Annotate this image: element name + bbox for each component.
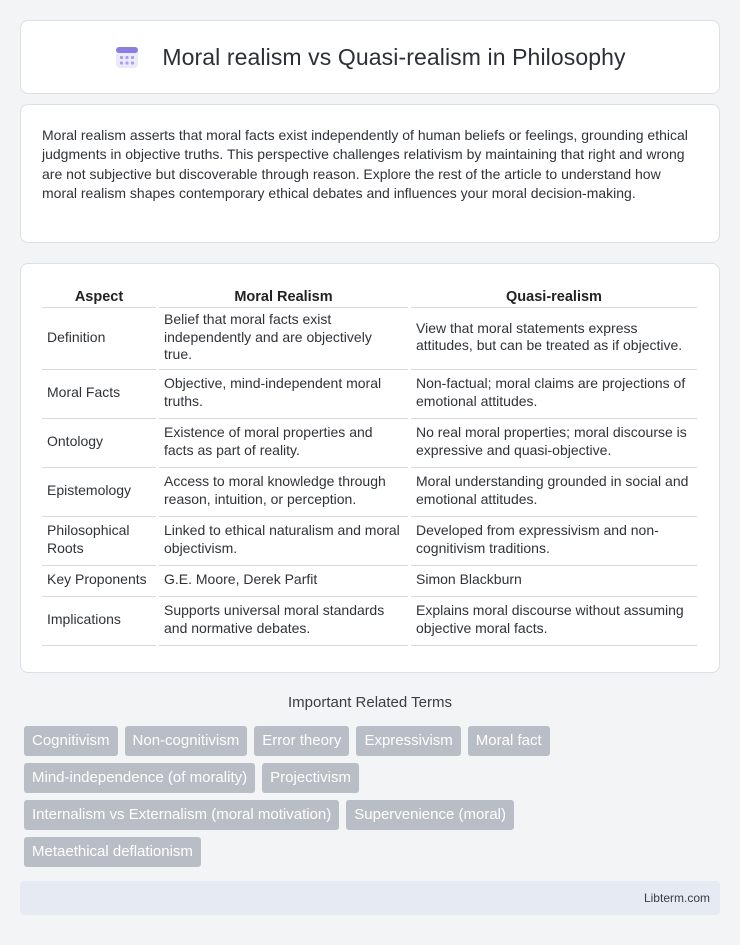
tag-expressivism[interactable]: Expressivism: [356, 726, 460, 756]
table-cell: Explains moral discourse without assuming objective moral facts.: [411, 597, 697, 646]
tag-error-theory[interactable]: Error theory: [254, 726, 349, 756]
comparison-table-card: [20, 263, 720, 673]
table-cell: Ontology: [42, 419, 156, 468]
related-terms-title: Important Related Terms: [288, 694, 452, 711]
table-cell: Developed from expressivism and non-cognitivism traditions.: [411, 517, 697, 566]
page-title: Moral realism vs Quasi-realism in Philosophy: [162, 43, 626, 70]
table-cell: Moral understanding grounded in social and emotional attitudes.: [411, 468, 697, 517]
table-cell: Existence of moral properties and facts as part of reality.: [159, 419, 408, 468]
table-row: [42, 597, 697, 646]
tag-row: [24, 763, 724, 793]
table-row: [42, 468, 697, 517]
intro-text: Moral realism asserts that moral facts exist independently of human beliefs or feelings, grounding ethical judgments in objective truths. This perspective challenges relativism by maintaining that right and wrong are not subjective but discoverable through reason. Explore the rest of the article to understand how moral realism shapes contemporary ethical debates and influences your moral decision-making.: [42, 127, 688, 202]
table-cell: Objective, mind-independent moral truths.: [159, 370, 408, 419]
table-cell: G.E. Moore, Derek Parfit: [159, 566, 408, 597]
table-cell: View that moral statements express attitudes, but can be treated as if objective.: [411, 308, 697, 370]
table-cell: Belief that moral facts exist independently and are objectively true.: [159, 308, 408, 370]
table-cell: Definition: [42, 308, 156, 370]
tag-supervenience[interactable]: Supervenience (moral): [346, 800, 514, 830]
column-header-moral-realism: Moral Realism: [159, 286, 408, 308]
header-card: [20, 20, 720, 94]
table-cell: Epistemology: [42, 468, 156, 517]
tag-metaethical-deflationism[interactable]: Metaethical deflationism: [24, 837, 201, 867]
table-cell: Access to moral knowledge through reason, intuition, or perception.: [159, 468, 408, 517]
table-cell: Simon Blackburn: [411, 566, 697, 597]
comparison-table: [39, 286, 700, 646]
tag-internalism-vs-externalism[interactable]: Internalism vs Externalism (moral motivation): [24, 800, 339, 830]
table-row: [42, 419, 697, 468]
table-row: [42, 308, 697, 370]
table-row: [42, 517, 697, 566]
table-cell: Philosophical Roots: [42, 517, 156, 566]
tag-non-cognitivism[interactable]: Non-cognitivism: [125, 726, 248, 756]
table-header-row: [42, 286, 697, 308]
table-cell: Supports universal moral standards and normative debates.: [159, 597, 408, 646]
related-terms-list: [24, 726, 724, 874]
table-cell: Implications: [42, 597, 156, 646]
tag-row: [24, 726, 724, 756]
table-cell: Linked to ethical naturalism and moral objectivism.: [159, 517, 408, 566]
tag-row: [24, 800, 724, 830]
table-cell: Key Proponents: [42, 566, 156, 597]
intro-card: [20, 104, 720, 243]
calendar-grid-icon: [114, 44, 140, 70]
tag-projectivism[interactable]: Projectivism: [262, 763, 359, 793]
table-cell: Moral Facts: [42, 370, 156, 419]
footer: [20, 881, 720, 915]
tag-cognitivism[interactable]: Cognitivism: [24, 726, 118, 756]
tag-row: [24, 837, 724, 867]
tag-mind-independence[interactable]: Mind-independence (of morality): [24, 763, 255, 793]
tag-moral-fact[interactable]: Moral fact: [468, 726, 550, 756]
column-header-quasi-realism: Quasi-realism: [411, 286, 697, 308]
footer-site-link[interactable]: Libterm.com: [643, 891, 710, 905]
table-row: [42, 566, 697, 597]
table-row: [42, 370, 697, 419]
table-cell: Non-factual; moral claims are projections of emotional attitudes.: [411, 370, 697, 419]
table-cell: No real moral properties; moral discourse is expressive and quasi-objective.: [411, 419, 697, 468]
column-header-aspect: Aspect: [42, 286, 156, 308]
